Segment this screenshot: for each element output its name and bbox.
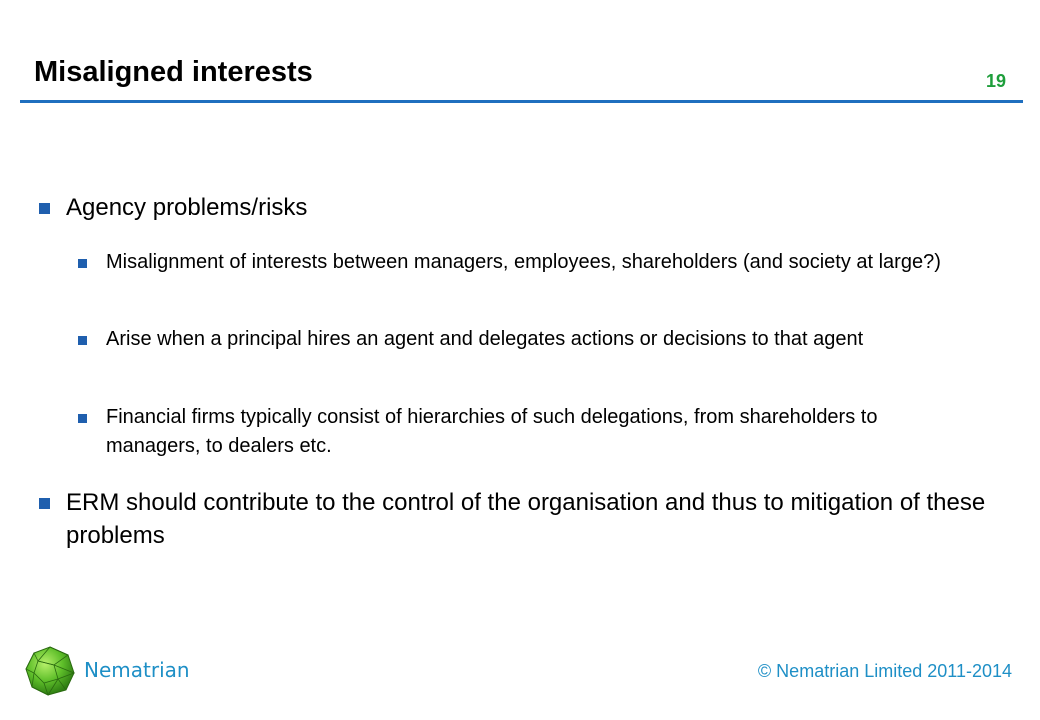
footer-copyright: © Nematrian Limited 2011-2014: [757, 661, 1012, 681]
bullet-square-icon: [78, 414, 87, 423]
bullet-square-icon: [78, 336, 87, 345]
sub-bullet-item: [106, 325, 966, 354]
sub-bullet-item: [106, 403, 966, 461]
bullet-item: [66, 486, 996, 552]
bullet-square-icon: [39, 498, 50, 509]
bullet-text: ERM should contribute to the control of the organisation and thus to mitigation of these problems: [66, 489, 986, 549]
slide-title: Misaligned interests: [34, 56, 313, 88]
title-divider: [20, 100, 1023, 103]
sub-bullet-text: Arise when a principal hires an agent and delegates actions or decisions to that agent: [106, 328, 864, 350]
sub-bullet-item: [106, 248, 966, 277]
bullet-square-icon: [78, 259, 87, 268]
slide-number: 19: [985, 71, 1006, 91]
sub-bullet-text: Misalignment of interests between managers, employees, shareholders (and society at large?): [106, 251, 941, 273]
footer-brand: Nematrian: [84, 658, 190, 682]
bullet-square-icon: [39, 203, 50, 214]
nematrian-logo-icon: [24, 645, 76, 697]
bullet-item: [66, 191, 996, 224]
sub-bullet-text: Financial firms typically consist of hierarchies of such delegations, from shareholders to managers, to dealers etc.: [106, 406, 878, 457]
bullet-text: Agency problems/risks: [66, 194, 308, 221]
